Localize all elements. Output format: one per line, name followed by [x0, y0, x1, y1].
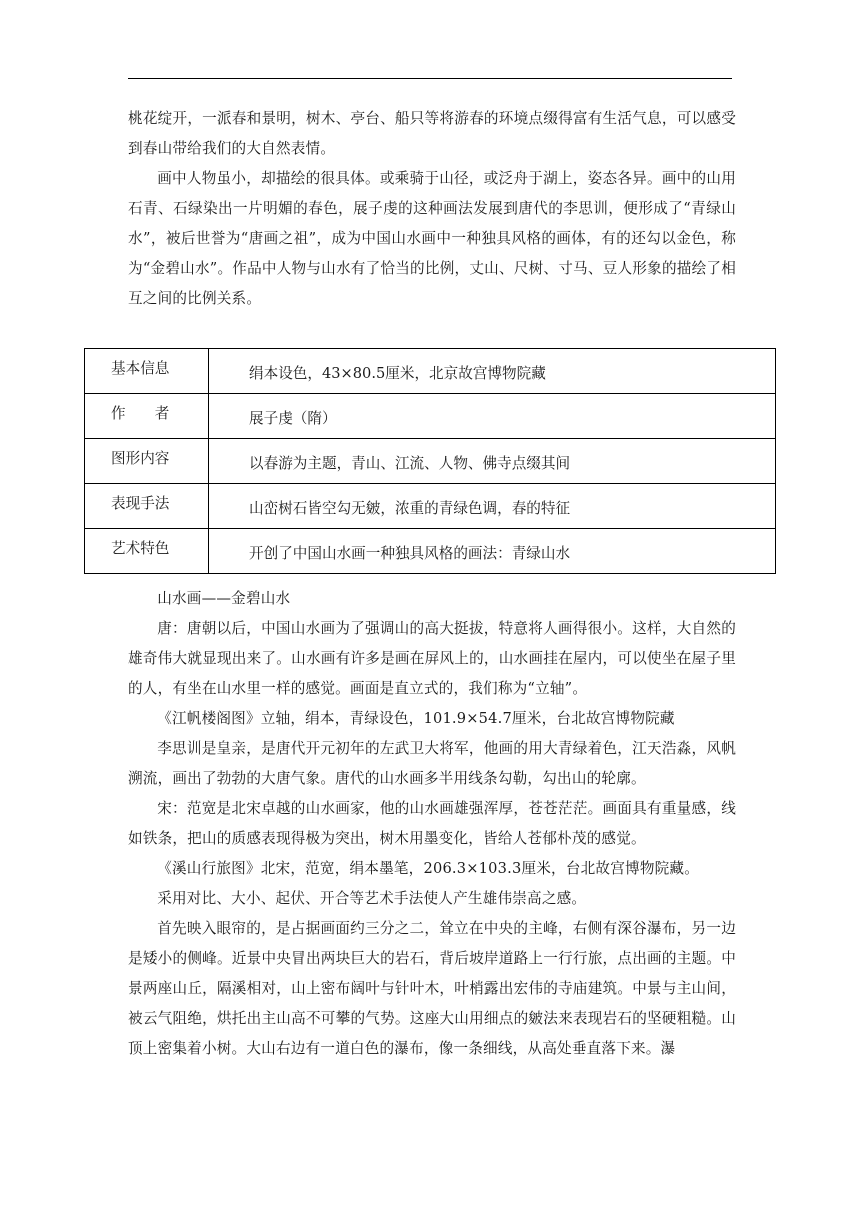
body-paragraph: 首先映入眼帘的，是占据画面约三分之二，耸立在中央的主峰，右侧有深谷瀑布，另一边是矮小的侧峰。近景中央冒出两块巨大的岩石，背后坡岸道路上一行行旅，点出画的主题。中景两座山丘，隔溪相对，山上密布阔叶与针叶木，叶梢露出宏伟的寺庙建筑。中景与主山间，被云气阻绝，烘托出主山高不可攀的气势。这座大山用细点的皴法来表现岩石的坚硬粗糙。山顶上密集着小树。大山右边有一道白色的瀑布，像一条细线，从高处垂直落下来。瀑 [128, 920, 736, 1057]
intro-paragraph-2: 画中人物虽小，却描绘的很具体。或乘骑于山径，或泛舟于湖上，姿态各异。画中的山用石青、石绿染出一片明媚的春色，展子虔的这种画法发展到唐代的李思训，便形成了“青绿山水”，被后世誉为“唐画之祖”，成为中国山水画中一种独具风格的画体，有的还勾以金色，称为“金碧山水”。作品中人物与山水有了恰当的比例，丈山、尺树、寸马、豆人形象的描绘了相互之间的比例关系。 [128, 170, 736, 307]
table-value: 绢本设色，43×80.5厘米，北京故宫博物院藏 [209, 349, 776, 394]
body-paragraph: 宋：范宽是北宋卓越的山水画家，他的山水画雄强浑厚，苍苍茫茫。画面具有重量感，线如铁条，把山的质感表现得极为突出，树木用墨变化，皆给人苍郁朴茂的感觉。 [128, 800, 736, 847]
intro-paragraph-1: 桃花绽开，一派春和景明，树木、亭台、船只等将游春的环境点缀得富有生活气息，可以感受到春山带给我们的大自然表情。 [128, 110, 736, 157]
table-row [85, 529, 776, 574]
table-key: 表现手法 [85, 484, 209, 529]
intro-section [128, 104, 736, 314]
table-row [85, 394, 776, 439]
body-section [128, 584, 736, 1064]
table-value: 山峦树石皆空勾无皴，浓重的青绿色调，春的特征 [209, 484, 776, 529]
table-value: 以春游为主题，青山、江流、人物、佛寺点缀其间 [209, 439, 776, 484]
body-paragraph: 采用对比、大小、起伏、开合等艺术手法使人产生雄伟崇高之感。 [157, 890, 587, 907]
table-value: 展子虔（隋） [209, 394, 776, 439]
body-paragraph: 《溪山行旅图》北宋，范宽，绢本墨笔，206.3×103.3厘米，台北故宫博物院藏。 [157, 860, 699, 877]
header-rule [128, 78, 732, 79]
body-paragraph: 李思训是皇亲，是唐代开元初年的左武卫大将军，他画的用大青绿着色，江天浩淼，风帆溯流，画出了勃勃的大唐气象。唐代的山水画多半用线条勾勒，勾出山的轮廓。 [128, 740, 736, 787]
table-key: 艺术特色 [85, 529, 209, 574]
table-key: 作 者 [85, 394, 209, 439]
table-value: 开创了中国山水画一种独具风格的画法：青绿山水 [209, 529, 776, 574]
table-row [85, 484, 776, 529]
table-row [85, 439, 776, 484]
table-key: 基本信息 [85, 349, 209, 394]
body-paragraph: 《江帆楼阁图》立轴，绢本，青绿设色，101.9×54.7厘米，台北故宫博物院藏 [157, 710, 675, 727]
body-paragraph: 唐：唐朝以后，中国山水画为了强调山的高大挺拔，特意将人画得很小。这样，大自然的雄奇伟大就显现出来了。山水画有许多是画在屏风上的，山水画挂在屋内，可以使坐在屋子里的人，有坐在山水里一样的感觉。画面是直立式的，我们称为“立轴”。 [128, 620, 736, 697]
table-key: 图形内容 [85, 439, 209, 484]
section-heading: 山水画——金碧山水 [157, 590, 291, 607]
table-row [85, 349, 776, 394]
info-table [84, 348, 776, 574]
